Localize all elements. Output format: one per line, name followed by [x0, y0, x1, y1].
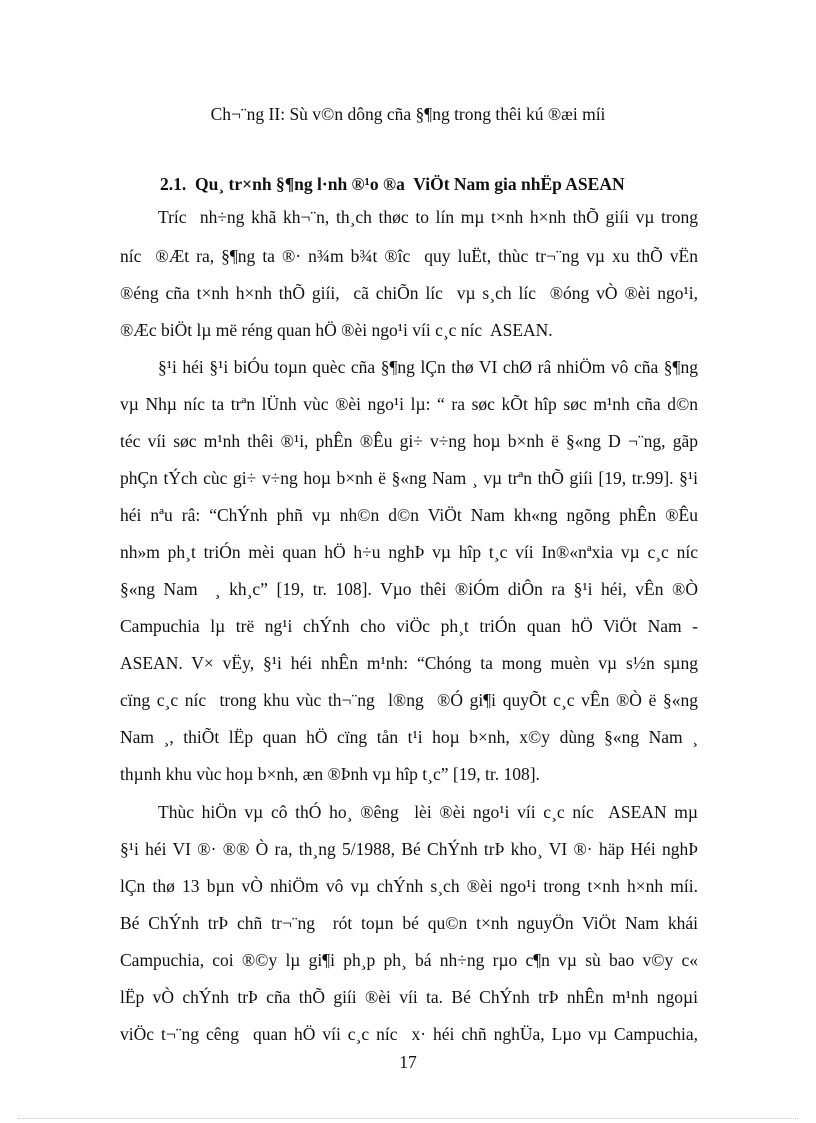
page-bottom-divider: [18, 1118, 798, 1119]
paragraph-line: Thùc hiÖn vµ cô thÓ ho¸ ®êng lèi ®èi ngo¹i víi c¸c níc ASEAN mµ: [158, 802, 698, 822]
paragraph-line: viÖc t¬¨ng cêng quan hÖ víi c¸c níc x· héi chñ nghÜa, Lµo vµ Campuchia,: [120, 1024, 698, 1044]
paragraph-line: Campuchia lµ trë ng¹i chÝnh cho viÖc ph¸t triÓn quan hÖ ViÖt Nam -: [120, 616, 698, 636]
paragraph-line: níc ®Æt ra, §¶ng ta ®· n¾m b¾t ®îc quy luËt, thùc tr¬¨ng vµ xu thÕ vËn: [120, 246, 698, 266]
paragraph-line: ASEAN. V× vËy, §¹i héi nhÊn m¹nh: “Chóng ta mong muèn vµ s½n sµng: [120, 653, 698, 673]
paragraph-line: Bé ChÝnh trÞ chñ tr¬¨ng rót toµn bé qu©n t×nh nguyÖn ViÖt Nam khái: [120, 913, 698, 933]
paragraph-line: ®éng cña t×nh h×nh thÕ giíi, cã chiÕn líc vµ s¸ch líc ®óng vÒ ®èi ngo¹i,: [120, 283, 698, 303]
paragraph-line: héi nªu râ: “ChÝnh phñ vµ nh©n d©n ViÖt Nam kh«ng ngõng phÊn ®Êu: [120, 505, 698, 525]
paragraph-line: Nam ¸, thiÕt lËp quan hÖ cïng tån t¹i hoµ b×nh, x©y dùng §«ng Nam ¸: [120, 727, 698, 747]
page-number: 17: [399, 1052, 417, 1072]
section-heading: 2.1. Qu¸ tr×nh §¶ng l·nh ®¹o ®a ViÖt Nam gia nhËp ASEAN: [160, 174, 625, 194]
chapter-title: Ch¬¨ng II: Sù v©n dông cña §¶ng trong thêi kú ®æi míi: [210, 104, 606, 124]
paragraph-line: cïng c¸c níc trong khu vùc th¬¨ng l®ng ®Ó gi¶i quyÕt c¸c vÊn ®Ò ë §«ng: [120, 690, 698, 710]
paragraph-line: téc víi søc m¹nh thêi ®¹i, phÊn ®Êu gi÷ v÷ng hoµ b×nh ë §«ng D ¬¨ng, gãp: [120, 431, 698, 451]
paragraph-line: thµnh khu vùc hoµ b×nh, æn ®Þnh vµ hîp t¸c” [19, tr. 108].: [120, 764, 540, 784]
paragraph-line: Campuchia, coi ®©y lµ gi¶i ph¸p ph¸ bá nh÷ng rµo c¶n vµ sù bao v©y c«: [120, 950, 698, 970]
paragraph-line: vµ Nhµ níc ta trªn lÜnh vùc ®èi ngo¹i lµ: “ ra søc kÕt hîp søc m¹nh cña d©n: [120, 394, 698, 414]
paragraph-line: §¹i héi VI ®· ®® Ò ra, th¸ng 5/1988, Bé ChÝnh trÞ kho¸ VI ®· häp Héi nghÞ: [120, 839, 698, 859]
paragraph-line: lÇn thø 13 bµn vÒ nhiÖm vô vµ chÝnh s¸ch ®èi ngo¹i trong t×nh h×nh míi.: [120, 876, 698, 896]
paragraph-line: §«ng Nam ¸ kh¸c” [19, tr. 108]. Vµo thêi ®iÓm diÔn ra §¹i héi, vÊn ®Ò: [120, 579, 698, 599]
paragraph-line: phÇn tÝch cùc gi÷ v÷ng hoµ b×nh ë §«ng Nam ¸ vµ trªn thÕ giíi [19, tr.99]. §¹i: [120, 468, 698, 488]
paragraph-line: Tríc nh÷ng khã kh¬¨n, th¸ch thøc to lín mµ t×nh h×nh thÕ giíi vµ trong: [158, 207, 698, 227]
paragraph-line: ®Æc biÖt lµ më réng quan hÖ ®èi ngo¹i víi c¸c níc ASEAN.: [120, 320, 553, 340]
paragraph-line: nh»m ph¸t triÓn mèi quan hÖ h÷u nghÞ vµ hîp t¸c víi In®«nªxia vµ c¸c níc: [120, 542, 698, 562]
paragraph-line: lËp vÒ chÝnh trÞ cña thÕ giíi ®èi víi ta. Bé ChÝnh trÞ nhÊn m¹nh ngoµi: [120, 987, 698, 1007]
paragraph-line: §¹i héi §¹i biÓu toµn quèc cña §¶ng lÇn thø VI chØ râ nhiÖm vô cña §¶ng: [158, 357, 698, 377]
